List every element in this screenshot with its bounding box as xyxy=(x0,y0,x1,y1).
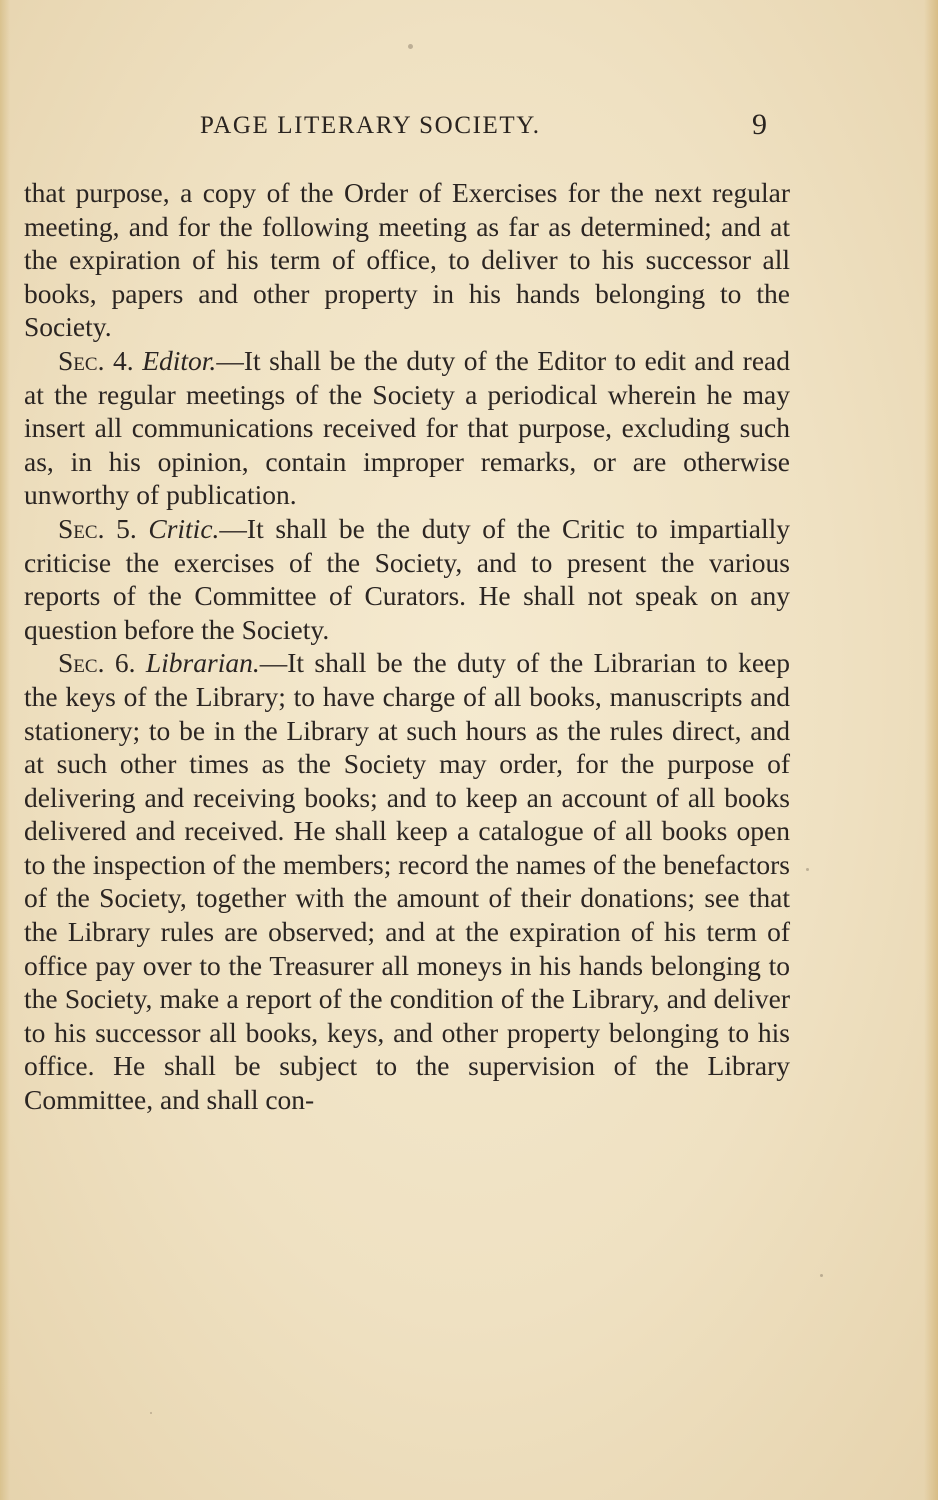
page-number: 9 xyxy=(752,108,767,141)
paper-speck xyxy=(820,1274,823,1277)
section-number: Sec. 5. xyxy=(58,512,137,544)
section-title: Editor. xyxy=(142,344,217,376)
section-critic xyxy=(24,512,790,646)
paper-speck xyxy=(150,1412,152,1414)
paragraph-continued xyxy=(24,176,790,344)
section-title: Librarian. xyxy=(145,647,260,679)
section-editor xyxy=(24,344,790,512)
section-text: —It shall be the duty of the Librarian to keep the keys of the Library; to have charge of all books, manuscripts and stationery; to be in the Library at such hours as the rules direct, and at such other times as the Society may order, for the purpose of delivering and receiving books; and to keep an account of all books delivered and received. He shall keep a catalogue of all books open to the inspection of the members; record the names of the benefactors of the Society, together with the amount of their donations; see that the Library rules are observed; and at the expiration of his term of office pay over to the Treasurer all moneys in his hands belonging to the Society, make a report of the condition of the Library, and deliver to his successor all books, keys, and other property belonging to his office. He shall be subject to the supervision of the Library Committee, and shall con- xyxy=(24,647,790,1116)
page-edge-right xyxy=(924,0,938,1500)
running-title: PAGE LITERARY SOCIETY. xyxy=(200,112,541,139)
running-head xyxy=(0,108,938,146)
paper-speck xyxy=(408,44,413,49)
paragraph-text: that purpose, a copy of the Order of Exercises for the next regular meeting, and for the following meeting as far as determined; and at the expiration of his term of office, to deliver to his successor all books, papers and other property in his hands belonging to the Society. xyxy=(24,177,790,343)
section-title: Critic. xyxy=(148,512,220,544)
section-number: Sec. 6. xyxy=(58,647,136,679)
section-text: —It shall be the duty of the Critic to impartially criticise the exercises of the Society, and to present the various reports of the Committee of Curators. He shall not speak on any question before the Society. xyxy=(24,512,790,645)
body-text xyxy=(24,176,790,1117)
page-edge-left xyxy=(0,0,10,1500)
paper-speck xyxy=(806,868,809,871)
section-librarian xyxy=(24,646,790,1116)
section-text: —It shall be the duty of the Editor to edit and read at the regular meetings of the Society a periodical wherein he may insert all communications received for that purpose, excluding such as, in his opinion, contain improper remarks, or are otherwise unworthy of publication. xyxy=(24,344,791,511)
section-number: Sec. 4. xyxy=(58,344,134,376)
